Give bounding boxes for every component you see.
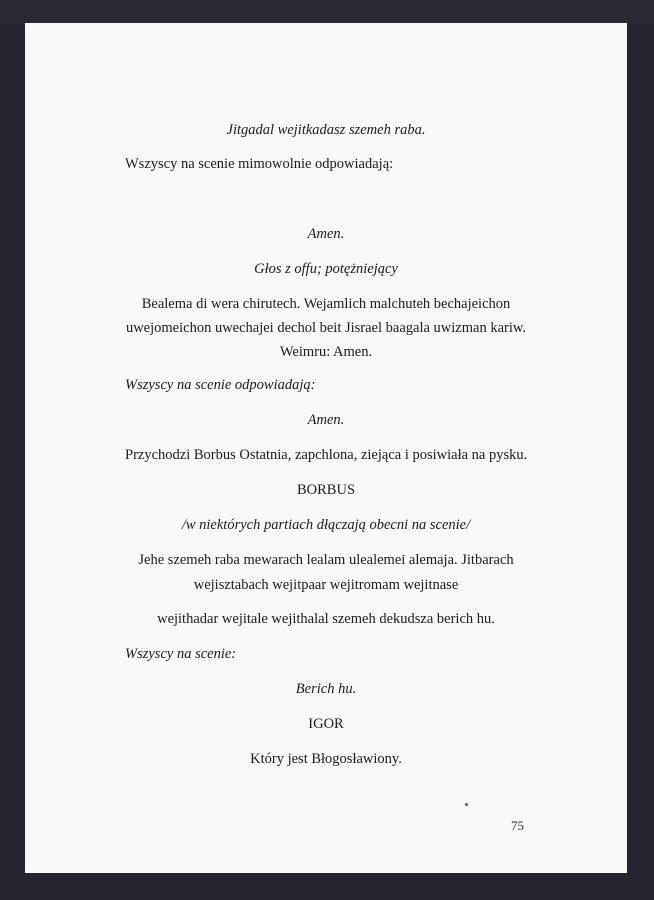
stage-direction: Wszyscy na scenie mimowolnie odpowiadają: <box>125 156 394 172</box>
stage-direction: Przychodzi Borbus Ostatnia, zapchlona, ziejąca i posiwiała na pysku. <box>125 447 528 463</box>
text-line: wejithadar wejitale wejithalal szemeh dekudsza berich hu. <box>157 611 495 627</box>
text-line: wejisztabach wejitpaar wejitromam wejitnase <box>193 577 459 593</box>
speaker-name: IGOR <box>308 716 344 732</box>
scan-background <box>0 0 654 24</box>
text-line: Który jest Błogosławiony. <box>250 751 402 767</box>
text-line: /w niektórych partiach dłączają obecni na scenie/ <box>181 517 471 533</box>
text-line: Berich hu. <box>295 681 357 697</box>
speaker-name: BORBUS <box>296 482 356 498</box>
text-line: Weimru: Amen. <box>279 344 373 360</box>
stage-direction: Wszyscy na scenie odpowiadają: <box>125 377 316 393</box>
text-line: Amen. <box>307 226 345 242</box>
document-page <box>25 23 627 873</box>
text-line: Głos z offu; potężniejący <box>254 261 398 277</box>
text-line: Jitgadal wejitkadasz szemeh raba. <box>226 122 426 138</box>
ink-speck <box>465 803 468 806</box>
text-line: Amen. <box>307 412 345 428</box>
page-number: 75 <box>511 818 524 833</box>
text-line: uwejomeichon uwechajei dechol beit Jisrael baagala uwizman kariw. <box>125 320 527 336</box>
text-line: Jehe szemeh raba mewarach lealam ulealemei alemaja. Jitbarach <box>138 552 514 568</box>
text-line: Bealema di wera chirutech. Wejamlich malchuteh bechajeichon <box>141 296 511 312</box>
stage-direction: Wszyscy na scenie: <box>125 646 237 662</box>
